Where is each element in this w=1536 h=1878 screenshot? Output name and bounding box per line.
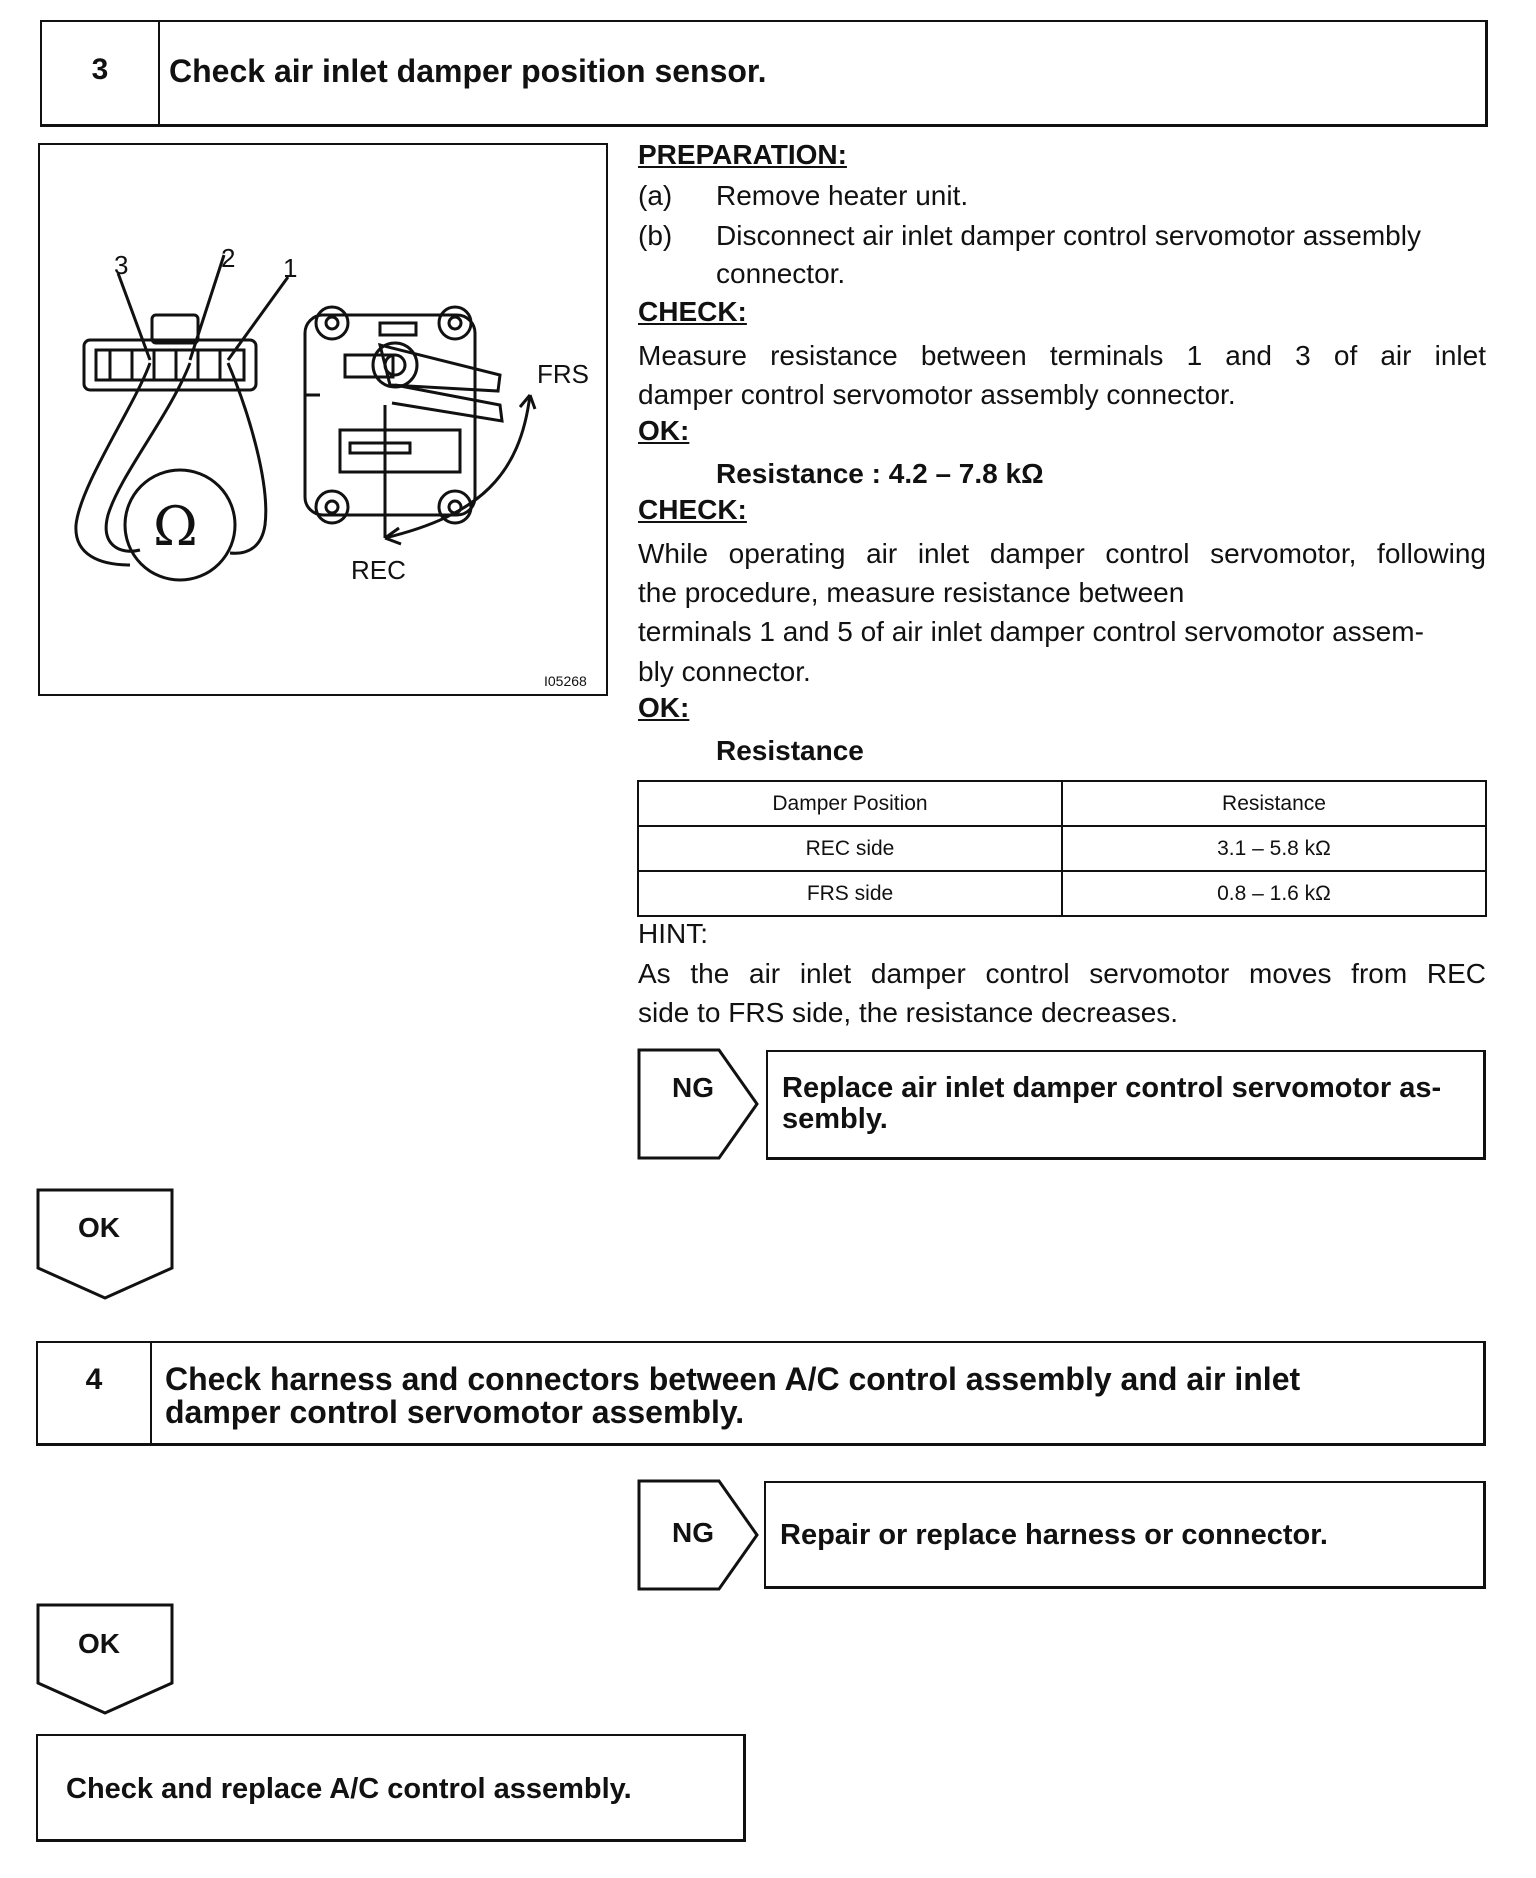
check-2-line3: terminals 1 and 5 of air inlet damper control servomotor assem- <box>638 616 1424 647</box>
ok-1-heading: OK: <box>638 415 690 446</box>
ok-2-subheading: Resistance <box>716 735 864 766</box>
hint-line1: As the air inlet damper control servomotor moves from REC <box>638 958 1486 989</box>
ok-label-1: OK <box>78 1212 120 1243</box>
connector-figure <box>38 143 608 696</box>
ng-result-box-1 <box>766 1050 1486 1160</box>
step-title: Check air inlet damper position sensor. <box>169 53 767 89</box>
hint-label: HINT: <box>638 918 708 949</box>
table-row <box>638 826 1486 871</box>
table-header-cell: Damper Position <box>638 781 1062 826</box>
resistance-table <box>637 780 1487 917</box>
ok-1-value: Resistance : 4.2 – 7.8 kΩ <box>716 458 1044 489</box>
final-result-box <box>36 1734 746 1842</box>
final-result-text: Check and replace A/C control assembly. <box>66 1773 632 1805</box>
terminal-label-3: 3 <box>114 250 129 280</box>
ok-2-heading: OK: <box>638 692 690 723</box>
step-title-line2: damper control servomotor assembly. <box>165 1394 745 1430</box>
table-cell: 3.1 – 5.8 kΩ <box>1062 826 1486 871</box>
ng-arrow-1 <box>637 1048 763 1160</box>
preparation-item-b-marker: (b) <box>638 220 673 251</box>
table-cell: REC side <box>638 826 1062 871</box>
check-2-heading: CHECK: <box>638 494 747 525</box>
table-header-row <box>638 781 1486 826</box>
preparation-item-a-marker: (a) <box>638 180 673 211</box>
check-2-line2: the procedure, measure resistance between <box>638 577 1185 608</box>
frs-label: FRS <box>537 359 589 389</box>
check-2-line4: bly connector. <box>638 656 811 687</box>
ng-label-1: NG <box>672 1072 714 1103</box>
figure-id: I05268 <box>544 673 587 689</box>
ng-result-1-line1: Replace air inlet damper control servomotor as- <box>782 1072 1442 1104</box>
table-cell: 0.8 – 1.6 kΩ <box>1062 871 1486 916</box>
ng-result-2: Repair or replace harness or connector. <box>780 1519 1328 1551</box>
table-header-cell: Resistance <box>1062 781 1486 826</box>
terminal-label-1: 1 <box>283 253 298 283</box>
preparation-item-b-line1: Disconnect air inlet damper control servomotor assembly <box>716 220 1421 251</box>
step-number-text: 4 <box>85 1363 103 1396</box>
ok-label-2: OK <box>78 1628 120 1659</box>
ok-arrow-1 <box>36 1188 176 1302</box>
check-1-line1: Measure resistance between terminals 1 and 3 of air inlet <box>638 340 1486 371</box>
step-number-text: 3 <box>91 53 109 86</box>
step-number <box>38 1343 152 1443</box>
step-title-line1: Check harness and connectors between A/C control assembly and air inlet <box>165 1361 1301 1397</box>
check-1-line2: damper control servomotor assembly connector. <box>638 379 1236 410</box>
hint-line2: side to FRS side, the resistance decreases. <box>638 997 1179 1028</box>
table-cell: FRS side <box>638 871 1062 916</box>
preparation-item-a-text: Remove heater unit. <box>716 180 969 211</box>
ng-result-box-2 <box>764 1481 1486 1589</box>
ng-label-2: NG <box>672 1517 714 1548</box>
ohm-symbol: Ω <box>153 495 198 558</box>
terminal-label-2: 2 <box>221 243 236 273</box>
step-4-header <box>36 1341 1486 1446</box>
check-1-heading: CHECK: <box>638 296 747 327</box>
step-3-header <box>40 20 1488 127</box>
preparation-heading: PREPARATION: <box>638 139 847 170</box>
rec-label: REC <box>351 555 406 585</box>
step-number <box>42 22 160 124</box>
connector-diagram <box>40 145 606 694</box>
table-row <box>638 871 1486 916</box>
preparation-item-b-line2: connector. <box>716 258 846 289</box>
check-2-line1: While operating air inlet damper control servomotor, following <box>638 538 1486 569</box>
ok-arrow-2 <box>36 1603 176 1717</box>
ng-result-1-line2: sembly. <box>782 1103 888 1135</box>
